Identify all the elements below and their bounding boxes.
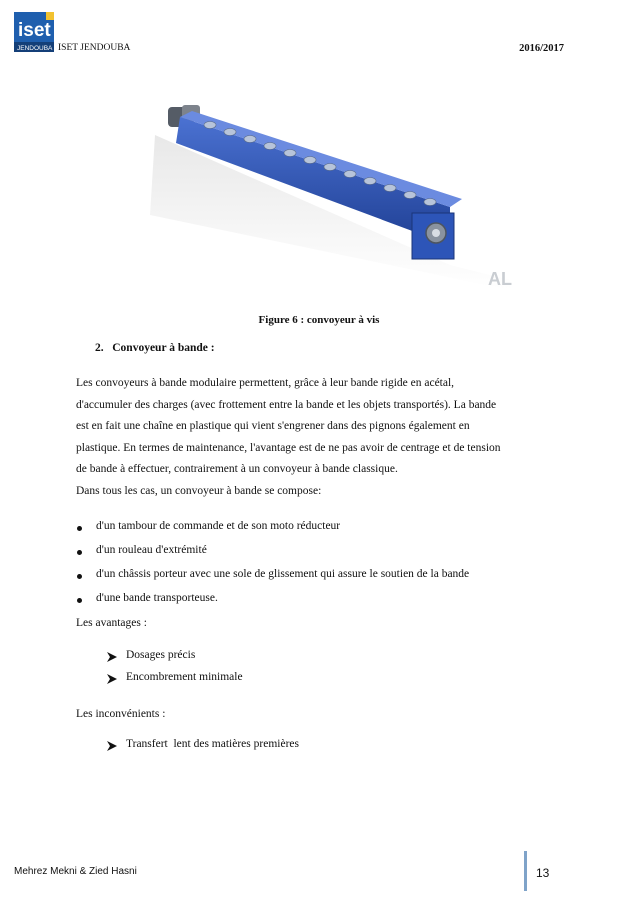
disadvantages-heading: Les inconvénients :	[76, 708, 166, 720]
arrow-bullet-icon	[106, 740, 118, 752]
paragraph-line: plastique. En termes de maintenance, l'avantage est de ne pas avoir de centrage et de tension	[76, 441, 501, 454]
header-org: ISET JENDOUBA	[58, 43, 131, 53]
list-item-text: d'un rouleau d'extrémité	[96, 544, 207, 556]
list-item	[106, 738, 299, 760]
figure-watermark: AL	[488, 269, 512, 289]
header-year: 2016/2017	[519, 43, 564, 54]
list-item	[76, 592, 469, 616]
arrow-bullet-icon	[106, 651, 118, 663]
section-title: 2. Convoyeur à bande :	[95, 342, 215, 354]
bullet-icon	[77, 526, 82, 531]
paragraph	[76, 373, 566, 481]
disadvantages-list	[106, 738, 299, 760]
svg-text:iset: iset	[18, 20, 51, 41]
footer-divider	[524, 851, 527, 891]
paragraph-line: Les convoyeurs à bande modulaire permettent, grâce à leur bande rigide en acétal,	[76, 377, 455, 389]
list-item	[76, 544, 469, 568]
list-item-text: d'un tambour de commande et de son moto réducteur	[96, 520, 341, 532]
advantages-heading: Les avantages :	[76, 617, 147, 629]
advantages-list	[106, 649, 243, 693]
paragraph-line: est en fait une chaîne en plastique qui vient s'engrener dans des pignons également en	[76, 420, 470, 433]
arrow-bullet-icon	[106, 673, 118, 685]
list-item-text: Transfert lent des matières premières	[126, 738, 299, 750]
bullet-icon	[77, 598, 82, 603]
list-item-text: d'un châssis porteur avec une sole de glissement qui assure le soutien de la bande	[96, 568, 470, 580]
list-item-text: Dosages précis	[126, 649, 196, 661]
paragraph-line: de bande à effectuer, contrairement à un convoyeur à bande classique.	[76, 463, 398, 476]
logo-text: JENDOUBA	[17, 45, 53, 52]
iset-logo	[14, 12, 54, 52]
list-item	[76, 568, 469, 592]
figure-caption: Figure 6 : convoyeur à vis	[258, 314, 380, 326]
component-list	[76, 520, 469, 616]
bullet-icon	[77, 550, 82, 555]
footer-authors: Mehrez Mekni & Zied Hasni	[14, 866, 137, 877]
list-item-text: d'une bande transporteuse.	[96, 592, 218, 604]
composition-intro: Dans tous les cas, un convoyeur à bande se compose:	[76, 485, 322, 497]
paragraph-line: d'accumuler des charges (avec frottement entre la bande et les objets transportés). La bande	[76, 398, 497, 411]
screw-conveyor-image	[150, 95, 530, 295]
bullet-icon	[77, 574, 82, 579]
list-item	[106, 671, 243, 693]
list-item-text: Encombrement minimale	[126, 671, 243, 683]
list-item	[106, 649, 243, 671]
page-number: 13	[536, 866, 550, 880]
list-item	[76, 520, 469, 544]
